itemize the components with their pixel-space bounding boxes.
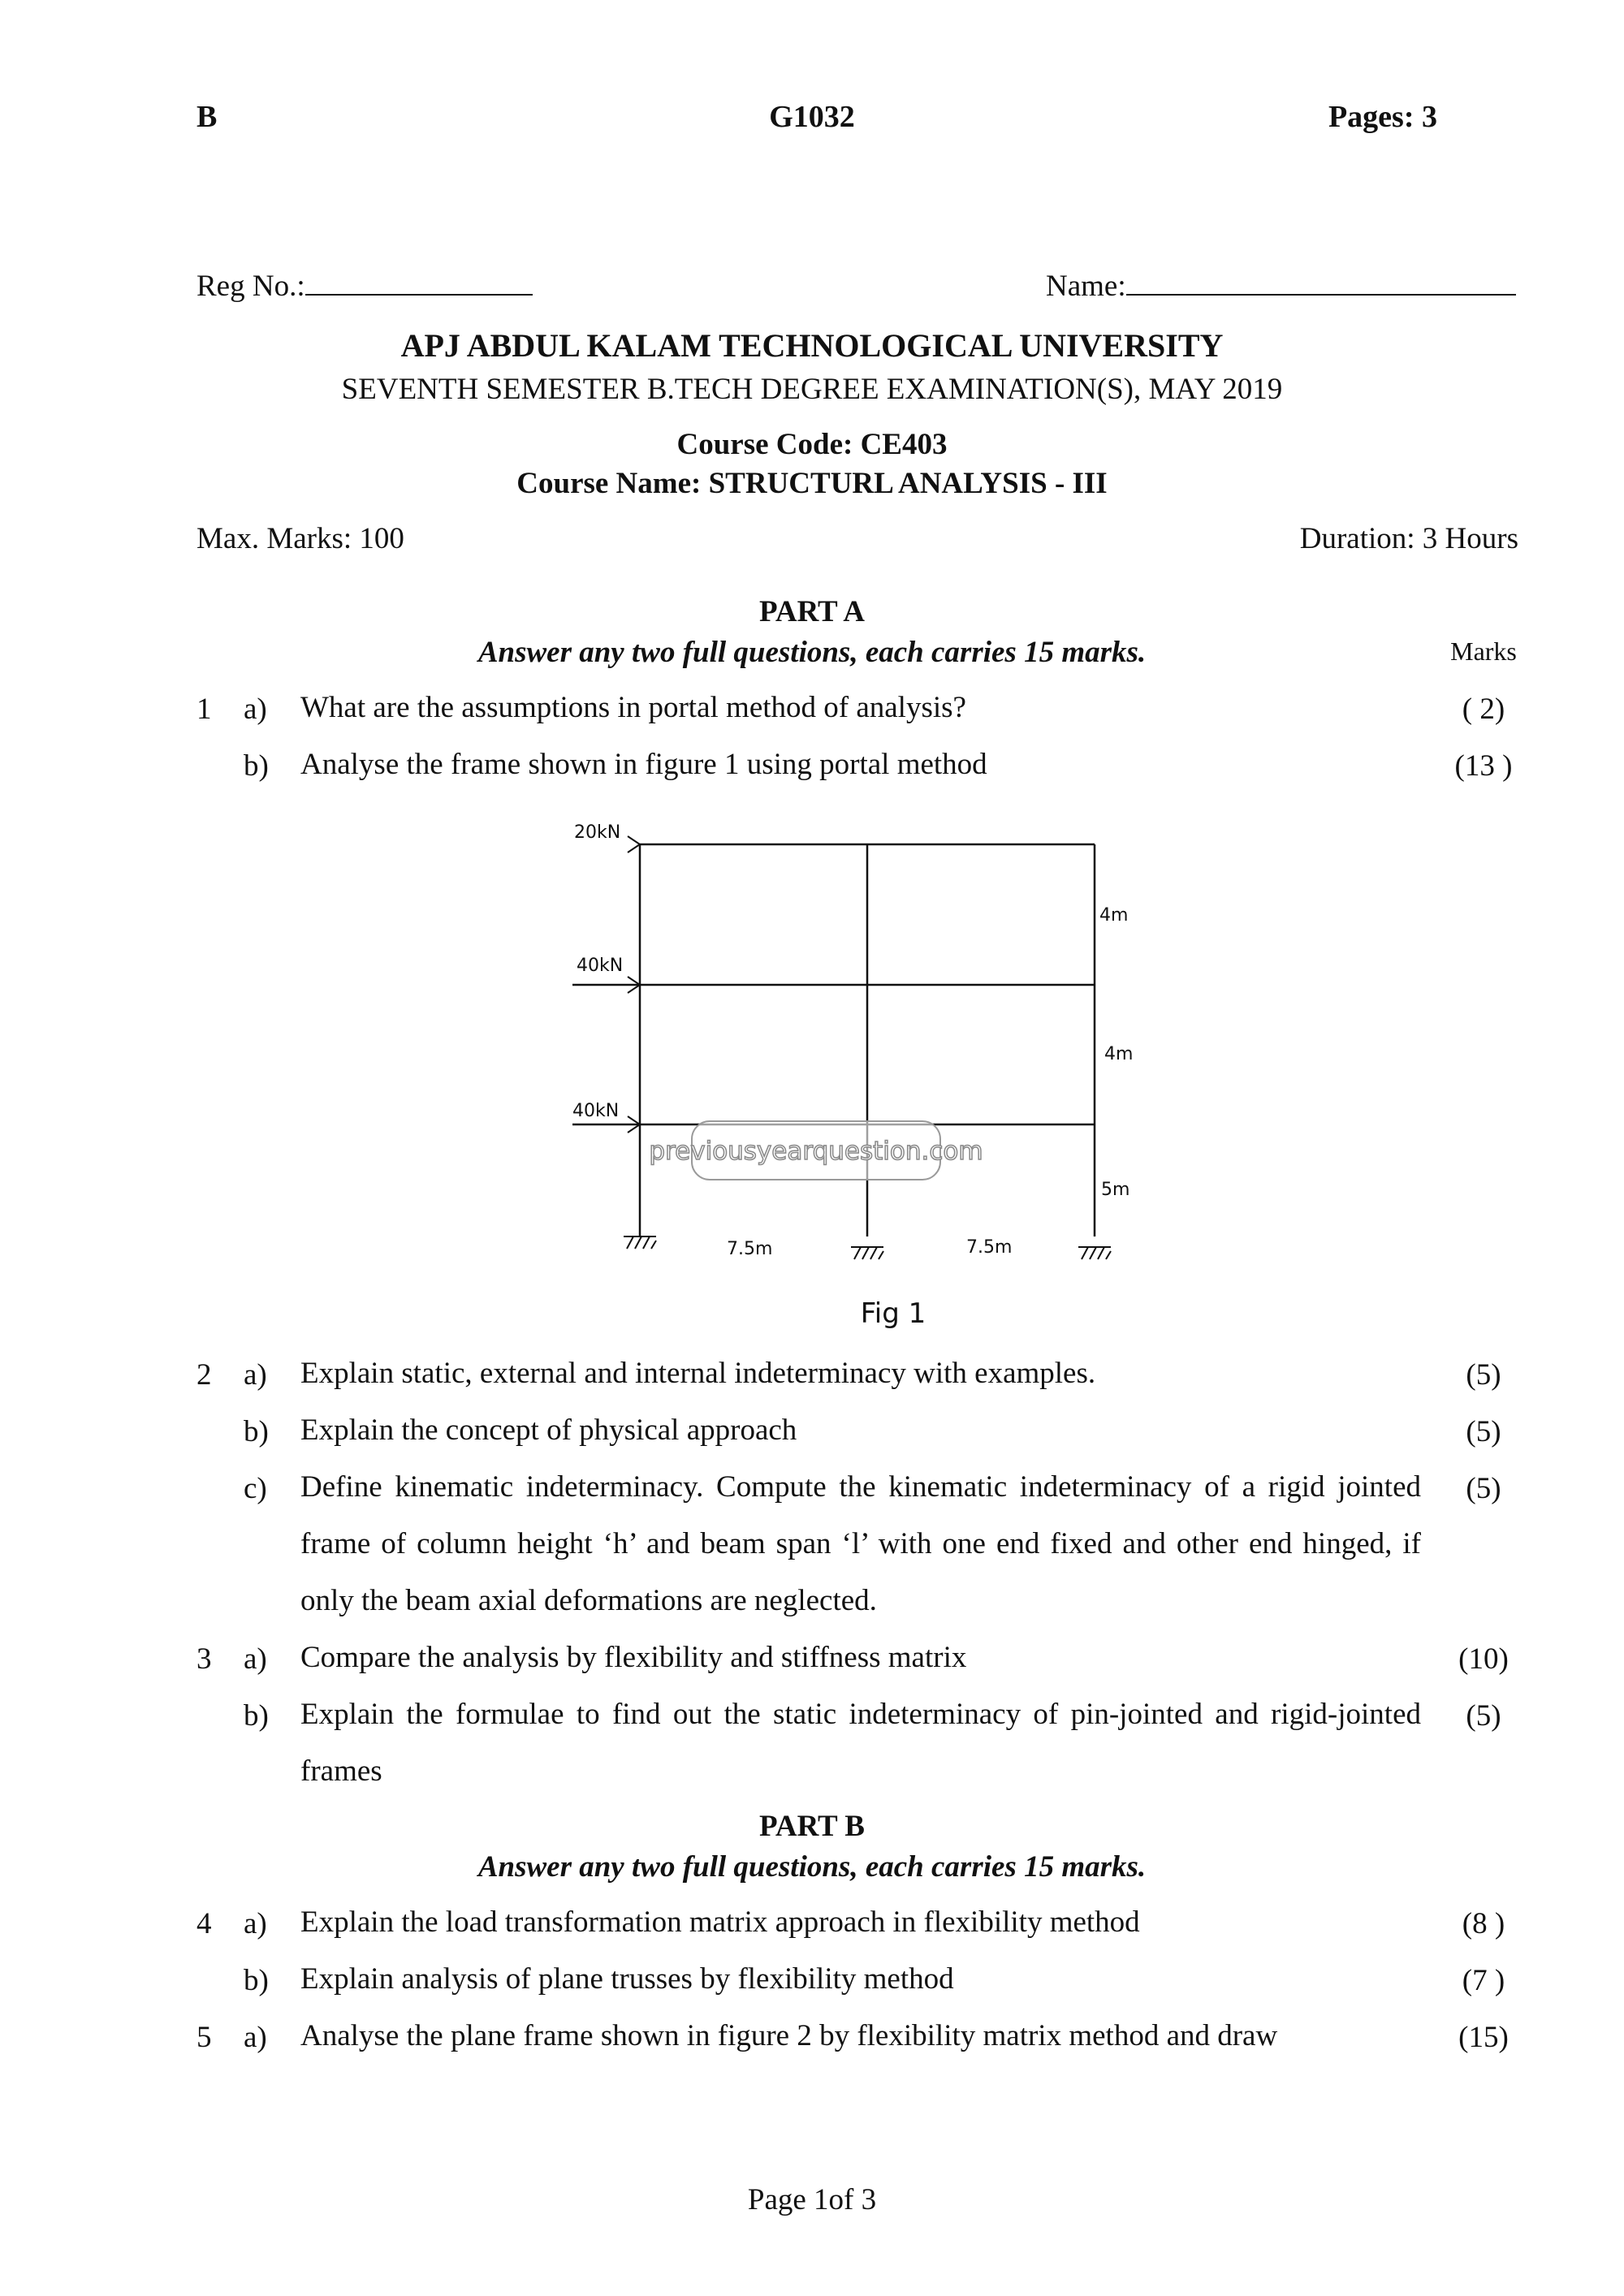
subquestion-label: b) [244, 1415, 269, 1448]
fixed-supports [624, 1236, 1111, 1259]
question-marks: (5) [1466, 1472, 1501, 1505]
paper-code: G1032 [769, 100, 855, 134]
question-marks: (8 ) [1462, 1907, 1505, 1940]
duration: Duration: 3 Hours [1299, 522, 1518, 555]
load-label: 20kN [574, 822, 621, 843]
load-label: 40kN [577, 956, 624, 976]
height-label: 4m [1104, 1044, 1134, 1064]
question-marks: (5) [1466, 1358, 1501, 1392]
part-a-instruction: Answer any two full questions, each carries 15 marks. [477, 636, 1147, 669]
figure-caption: Fig 1 [860, 1297, 926, 1330]
arrow-head [628, 836, 640, 852]
question-marks: (7 ) [1462, 1964, 1505, 1997]
course-name: Course Name: STRUCTURL ANALYSIS - III [516, 467, 1108, 500]
subquestion-label: a) [244, 693, 267, 726]
question-marks: (10) [1458, 1642, 1509, 1676]
university-title: APJ ABDUL KALAM TECHNOLOGICAL UNIVERSITY [400, 327, 1224, 364]
fixed-support-right [1078, 1247, 1111, 1259]
question-text: Explain static, external and internal indeterminacy with examples. [300, 1357, 1096, 1390]
question-marks: (13 ) [1454, 749, 1513, 783]
height-label: 5m [1101, 1180, 1130, 1200]
subquestion-label: a) [244, 1358, 267, 1392]
question-text: Explain analysis of plane trusses by flexibility method [300, 1962, 954, 1996]
question-text: Explain the load transformation matrix approach in flexibility method [300, 1905, 1140, 1939]
name-label: Name: [1046, 270, 1126, 303]
subquestion-label: c) [244, 1472, 267, 1505]
question-marks: ( 2) [1462, 693, 1505, 726]
question-text: Explain the formulae to find out the static indeterminacy of pin-jointed and rigid-jointed frames [300, 1698, 1421, 1788]
reg-no-label: Reg No.: [197, 270, 305, 303]
question-text: Analyse the plane frame shown in figure 2 by flexibility matrix method and draw [300, 2019, 1278, 2052]
figure-labels [572, 822, 1133, 1259]
course-code: Course Code: CE403 [676, 428, 948, 461]
part-b-instruction: Answer any two full questions, each carries 15 marks. [477, 1850, 1147, 1884]
watermark [649, 1121, 983, 1180]
question-text: Define kinematic indeterminacy. Compute the kinematic indeterminacy of a rigid jointed frame of column height ‘h’ and beam span ‘l’ with one end fixed and other end hinged, if only the beam axial deformations are neglected. [300, 1470, 1421, 1617]
subquestion-label: a) [244, 1907, 267, 1940]
question-marks: (5) [1466, 1415, 1501, 1448]
question-text: What are the assumptions in portal method of analysis? [300, 691, 966, 724]
question-number: 5 [197, 2021, 212, 2054]
part-a-title: PART A [759, 595, 865, 628]
subquestion-label: a) [244, 2021, 267, 2054]
page-footer: Page 1of 3 [747, 2183, 877, 2216]
question-number: 1 [197, 693, 212, 726]
subquestion-label: a) [244, 1642, 267, 1676]
subquestion-label: b) [244, 1964, 269, 1997]
subquestion-label: b) [244, 1699, 269, 1733]
watermark-text: previousyearquestion.com [649, 1137, 983, 1166]
subquestion-label: b) [244, 749, 269, 783]
span-label: 7.5m [966, 1237, 1013, 1258]
question-number: 3 [197, 1642, 212, 1676]
height-label: 4m [1099, 905, 1129, 926]
page-count: Pages: 3 [1328, 100, 1437, 134]
span-label: 7.5m [727, 1239, 773, 1259]
exam-title: SEVENTH SEMESTER B.TECH DEGREE EXAMINATION(S), MAY 2019 [341, 373, 1283, 406]
part-b-title: PART B [759, 1810, 865, 1843]
fixed-support-middle [851, 1247, 883, 1259]
question-marks: (15) [1458, 2021, 1509, 2054]
question-text: Explain the concept of physical approach [300, 1413, 797, 1447]
marks-header: Marks [1450, 637, 1517, 666]
max-marks: Max. Marks: 100 [197, 522, 404, 555]
question-text: Analyse the frame shown in figure 1 using portal method [300, 748, 987, 781]
question-number: 4 [197, 1907, 212, 1940]
question-number: 2 [197, 1358, 212, 1392]
paper-set: B [197, 100, 218, 134]
question-text: Compare the analysis by flexibility and stiffness matrix [300, 1641, 967, 1674]
question-marks: (5) [1466, 1699, 1501, 1733]
fixed-support-left [624, 1236, 656, 1249]
load-label: 40kN [572, 1101, 620, 1121]
